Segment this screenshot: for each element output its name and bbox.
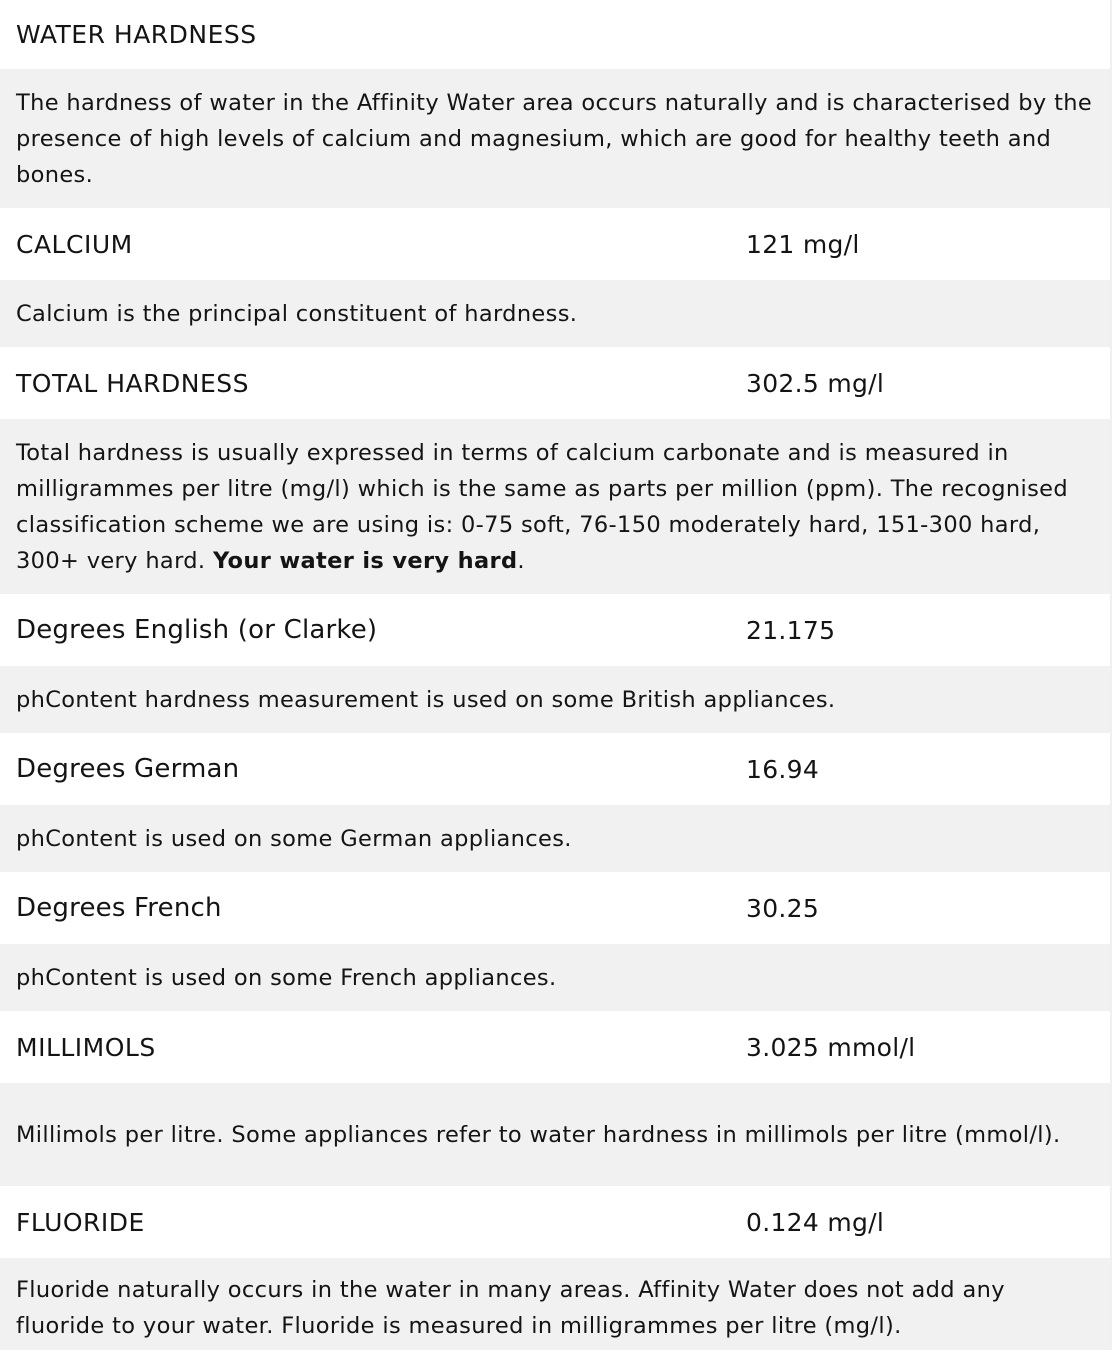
degrees-german-value: 16.94 bbox=[746, 754, 820, 784]
millimols-value: 3.025 mmol/l bbox=[746, 1032, 916, 1062]
water-hardness-header-row bbox=[0, 0, 1110, 69]
degrees-english-value: 21.175 bbox=[746, 615, 836, 645]
millimols-description-row bbox=[0, 1083, 1110, 1186]
total-hardness-label: TOTAL HARDNESS bbox=[16, 368, 250, 398]
degrees-french-description-row bbox=[0, 944, 1110, 1011]
water-hardness-title: WATER HARDNESS bbox=[16, 20, 257, 49]
total-hardness-description-text: Total hardness is usually expressed in terms of calcium carbonate and is measured in milligrammes per litre (mg/l) which is the same as parts per million (ppm). The recognised classification scheme we are using is: 0-75 soft, 76-150 moderately hard, 151-300 hard, 300+ very hard. bbox=[16, 439, 1068, 574]
degrees-french-row bbox=[0, 872, 1110, 944]
water-hardness-description: The hardness of water in the Affinity Water area occurs naturally and is characterised by the presence of high levels of calcium and magnesium, which are good for healthy teeth and bones. bbox=[16, 89, 1093, 188]
fluoride-label: FLUORIDE bbox=[16, 1207, 145, 1237]
degrees-german-description-row bbox=[0, 805, 1110, 872]
calcium-label: CALCIUM bbox=[16, 229, 133, 259]
degrees-english-label: Degrees English (or Clarke) bbox=[16, 615, 378, 645]
fluoride-value: 0.124 mg/l bbox=[746, 1207, 885, 1237]
degrees-german-label: Degrees German bbox=[16, 754, 240, 784]
degrees-english-description-row bbox=[0, 666, 1110, 733]
total-hardness-description bbox=[16, 435, 1094, 579]
hardness-verdict: Your water is very hard bbox=[212, 547, 518, 574]
millimols-label: MILLIMOLS bbox=[16, 1032, 156, 1062]
fluoride-description: Fluoride naturally occurs in the water in many areas. Affinity Water does not add any fluoride to your water. Fluoride is measured in milligrammes per litre (mg/l). bbox=[16, 1277, 1005, 1339]
millimols-row bbox=[0, 1011, 1110, 1083]
total-hardness-value: 302.5 mg/l bbox=[746, 368, 885, 398]
degrees-german-row bbox=[0, 733, 1110, 805]
calcium-description-row bbox=[0, 280, 1110, 347]
degrees-french-description: phContent is used on some French appliances. bbox=[16, 964, 557, 991]
degrees-english-description: phContent hardness measurement is used on some British appliances. bbox=[16, 686, 836, 713]
water-hardness-description-row bbox=[0, 69, 1110, 208]
calcium-row bbox=[0, 208, 1110, 280]
millimols-description: Millimols per litre. Some appliances refer to water hardness in millimols per litre (mmol/l). bbox=[16, 1121, 1061, 1148]
hardness-verdict-end: . bbox=[517, 547, 525, 574]
degrees-french-value: 30.25 bbox=[746, 893, 820, 923]
total-hardness-description-row bbox=[0, 419, 1110, 594]
total-hardness-row bbox=[0, 347, 1110, 419]
degrees-german-description: phContent is used on some German appliances. bbox=[16, 825, 572, 852]
fluoride-row bbox=[0, 1186, 1110, 1258]
calcium-description: Calcium is the principal constituent of hardness. bbox=[16, 300, 578, 327]
calcium-value: 121 mg/l bbox=[746, 229, 860, 259]
fluoride-description-row bbox=[0, 1258, 1110, 1350]
degrees-english-row bbox=[0, 594, 1110, 666]
degrees-french-label: Degrees French bbox=[16, 893, 222, 923]
